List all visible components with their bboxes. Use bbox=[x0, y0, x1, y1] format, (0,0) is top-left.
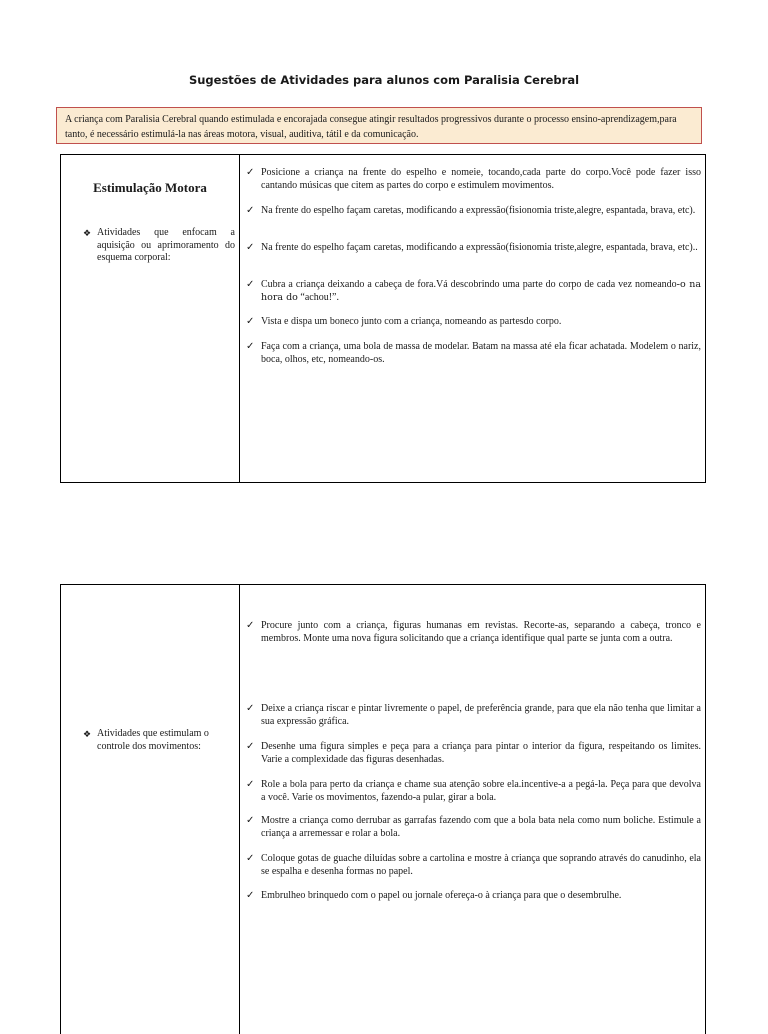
checkmark-icon: ✓ bbox=[246, 703, 255, 714]
diamond-bullet-icon: ❖ bbox=[83, 729, 92, 739]
intro-box: A criança com Paralisia Cerebral quando estimulada e encorajada consegue atingir resultados progressivos durante o processo ensino-aprendizagem,para tanto, é necessário estimulá-la nas áreas motora, visual, auditiva, tátil e da comunicação. bbox=[56, 107, 702, 144]
checkmark-icon: ✓ bbox=[246, 853, 255, 864]
list-item: ✓ Cubra a criança deixando a cabeça de fora.Vá descobrindo uma parte do corpo de cada vez nomeando-o na hora do “achou!”. bbox=[246, 279, 701, 303]
bullet-description bbox=[83, 728, 237, 753]
list-item: ✓ Posicione a criança na frente do espelho e nomeie, tocando,cada parte do corpo.Você pode fazer isso cantando músicas que citem as partes do corpo e estimulem movimentos. bbox=[246, 167, 701, 191]
checkmark-icon: ✓ bbox=[246, 242, 255, 253]
checkmark-icon: ✓ bbox=[246, 167, 255, 178]
list-item: ✓ Na frente do espelho façam caretas, modificando a expressão(fisionomia triste,alegre, espantada, brava, etc).. bbox=[246, 242, 698, 253]
list-item: ✓ Desenhe uma figura simples e peça para a criança para pintar o interior da figura, respeitando os limites. Varie a complexidade das figuras desenhadas. bbox=[246, 741, 701, 765]
list-item: ✓ Vista e dispa um boneco junto com a criança, nomeando as partesdo corpo. bbox=[246, 316, 562, 327]
list-item: ✓ Embrulheo brinquedo com o papel ou jornale ofereça-o à criança para que o desembrulhe. bbox=[246, 890, 622, 901]
checkmark-icon: ✓ bbox=[246, 890, 255, 901]
checkmark-icon: ✓ bbox=[246, 341, 255, 352]
description-text: Atividades que estimulam o controle dos movimentos: bbox=[97, 728, 209, 752]
section-heading: Estimulação Motora bbox=[93, 180, 207, 195]
list-item: ✓ Coloque gotas de guache diluídas sobre a cartolina e mostre à criança que soprando através do canudinho, ela se espalha e desenha formas no papel. bbox=[246, 853, 701, 877]
checkmark-icon: ✓ bbox=[246, 279, 255, 290]
list-item: ✓ Mostre a criança como derrubar as garrafas fazendo com que a bola bata nela como num boliche. Estimule a criança a arremessar e rolar a bola. bbox=[246, 815, 701, 839]
column-divider bbox=[239, 155, 240, 482]
checkmark-icon: ✓ bbox=[246, 815, 255, 826]
checkmark-icon: ✓ bbox=[246, 205, 255, 216]
checkmark-icon: ✓ bbox=[246, 620, 255, 631]
checkmark-icon: ✓ bbox=[246, 316, 255, 327]
list-item: ✓ Na frente do espelho façam caretas, modificando a expressão(fisionomia triste,alegre, espantada, brava, etc). bbox=[246, 205, 696, 216]
bullet-description bbox=[83, 227, 235, 265]
document-title: Sugestões de Atividades para alunos com Paralisia Cerebral bbox=[188, 73, 580, 87]
diamond-bullet-icon: ❖ bbox=[83, 228, 92, 238]
highlighted-phrase: o na hora do bbox=[261, 279, 701, 303]
activities-table-motor bbox=[60, 154, 706, 483]
list-item: ✓ Faça com a criança, uma bola de massa de modelar. Batam na massa até ela ficar achatada. Modelem o nariz, boca, olhos, etc, nomeando-os. bbox=[246, 341, 701, 365]
checkmark-icon: ✓ bbox=[246, 741, 255, 752]
checkmark-icon: ✓ bbox=[246, 779, 255, 790]
description-text: Atividades que enfocam a aquisição ou aprimoramento do esquema corporal: bbox=[97, 227, 235, 263]
list-item: ✓ Deixe a criança riscar e pintar livremente o papel, de preferência grande, para que ela não tenha que limitar a sua expressão gráfica. bbox=[246, 703, 701, 727]
list-item: ✓ Role a bola para perto da criança e chame sua atenção sobre ela.incentive-a a pegá-la. Peça para que devolva a você. Varie os movimentos, fazendo-a pular, girar a bola. bbox=[246, 779, 701, 803]
column-divider bbox=[239, 585, 240, 1034]
activities-table-movement bbox=[60, 584, 706, 1034]
list-item: ✓ Procure junto com a criança, figuras humanas em revistas. Recorte-as, separando a cabeça, tronco e membros. Monte uma nova figura solicitando que a criança identifique qual parte se junta com a outra. bbox=[246, 620, 701, 644]
